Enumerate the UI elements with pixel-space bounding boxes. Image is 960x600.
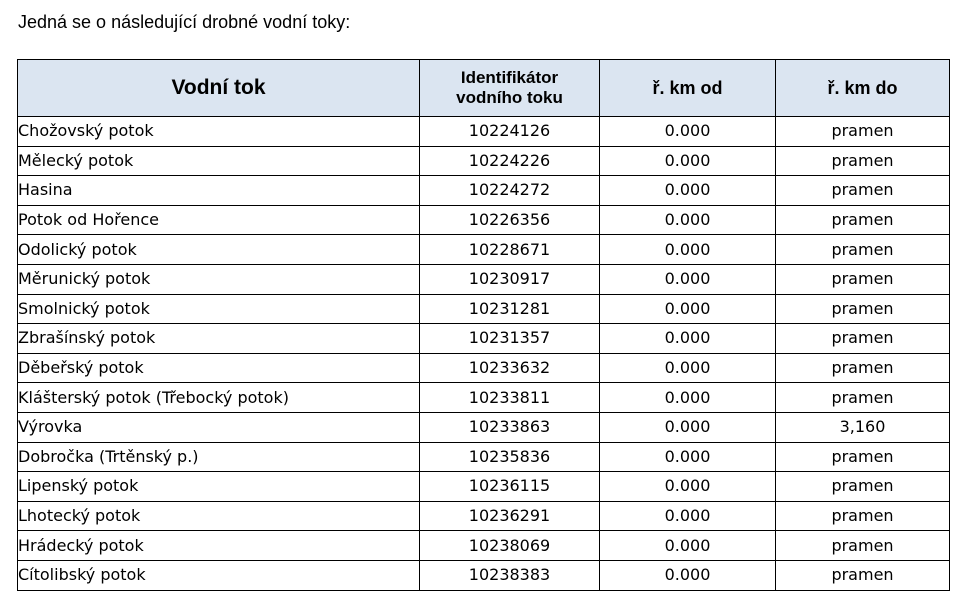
header-identifikator-line2: vodního toku [456,88,563,107]
cell-km-do: pramen [776,501,950,531]
cell-km-od: 0.000 [600,442,776,472]
cell-id: 10224126 [420,117,600,147]
cell-km-do: pramen [776,472,950,502]
cell-name: Měrunický potok [18,264,420,294]
cell-name: Cítolibský potok [18,560,420,590]
cell-km-od: 0.000 [600,264,776,294]
table-row [18,117,950,147]
cell-km-od: 0.000 [600,383,776,413]
table-row [18,176,950,206]
cell-name: Zbrašínský potok [18,324,420,354]
cell-name: Mělecký potok [18,146,420,176]
cell-km-do: pramen [776,353,950,383]
cell-id: 10230917 [420,264,600,294]
cell-km-od: 0.000 [600,294,776,324]
table-row [18,353,950,383]
cell-km-od: 0.000 [600,353,776,383]
cell-km-do: 3,160 [776,412,950,442]
header-identifikator [420,60,600,117]
cell-km-do: pramen [776,264,950,294]
cell-id: 10233632 [420,353,600,383]
cell-name: Lhotecký potok [18,501,420,531]
cell-km-od: 0.000 [600,205,776,235]
table-row [18,383,950,413]
header-km-do: ř. km do [776,60,950,117]
cell-km-do: pramen [776,235,950,265]
cell-km-od: 0.000 [600,117,776,147]
cell-km-od: 0.000 [600,324,776,354]
cell-id: 10231281 [420,294,600,324]
table-row [18,205,950,235]
cell-name: Hrádecký potok [18,531,420,561]
cell-name: Dobročka (Trtěnský p.) [18,442,420,472]
cell-name: Děbeřský potok [18,353,420,383]
table-header-row [18,60,950,117]
table-row [18,412,950,442]
cell-km-do: pramen [776,146,950,176]
header-identifikator-line1: Identifikátor [460,68,559,87]
cell-name: Klášterský potok (Třebocký potok) [18,383,420,413]
cell-km-do: pramen [776,442,950,472]
cell-km-do: pramen [776,117,950,147]
table-row [18,324,950,354]
cell-id: 10231357 [420,324,600,354]
cell-id: 10233811 [420,383,600,413]
cell-km-od: 0.000 [600,501,776,531]
cell-km-od: 0.000 [600,412,776,442]
table-row [18,294,950,324]
cell-km-od: 0.000 [600,146,776,176]
cell-id: 10224272 [420,176,600,206]
cell-id: 10226356 [420,205,600,235]
table-row [18,560,950,590]
cell-km-od: 0.000 [600,176,776,206]
table-row [18,146,950,176]
table-row [18,442,950,472]
cell-id: 10238069 [420,531,600,561]
cell-km-do: pramen [776,324,950,354]
cell-id: 10236115 [420,472,600,502]
cell-km-od: 0.000 [600,560,776,590]
cell-id: 10236291 [420,501,600,531]
cell-km-do: pramen [776,531,950,561]
table-row [18,531,950,561]
cell-name: Smolnický potok [18,294,420,324]
cell-name: Chožovský potok [18,117,420,147]
table-row [18,501,950,531]
cell-km-od: 0.000 [600,472,776,502]
cell-km-do: pramen [776,560,950,590]
cell-km-do: pramen [776,176,950,206]
cell-km-do: pramen [776,383,950,413]
table-row [18,472,950,502]
table-row [18,264,950,294]
cell-km-od: 0.000 [600,531,776,561]
table-row [18,235,950,265]
cell-km-do: pramen [776,294,950,324]
cell-name: Hasina [18,176,420,206]
cell-id: 10238383 [420,560,600,590]
cell-name: Odolický potok [18,235,420,265]
cell-name: Potok od Hořence [18,205,420,235]
cell-km-od: 0.000 [600,235,776,265]
cell-name: Výrovka [18,412,420,442]
header-vodni-tok: Vodní tok [18,60,420,117]
cell-name: Lipenský potok [18,472,420,502]
cell-id: 10233863 [420,412,600,442]
header-km-od: ř. km od [600,60,776,117]
intro-text: Jedná se o následující drobné vodní toky: [18,12,351,32]
cell-id: 10235836 [420,442,600,472]
cell-km-do: pramen [776,205,950,235]
rivers-table [17,59,950,591]
cell-id: 10228671 [420,235,600,265]
cell-id: 10224226 [420,146,600,176]
